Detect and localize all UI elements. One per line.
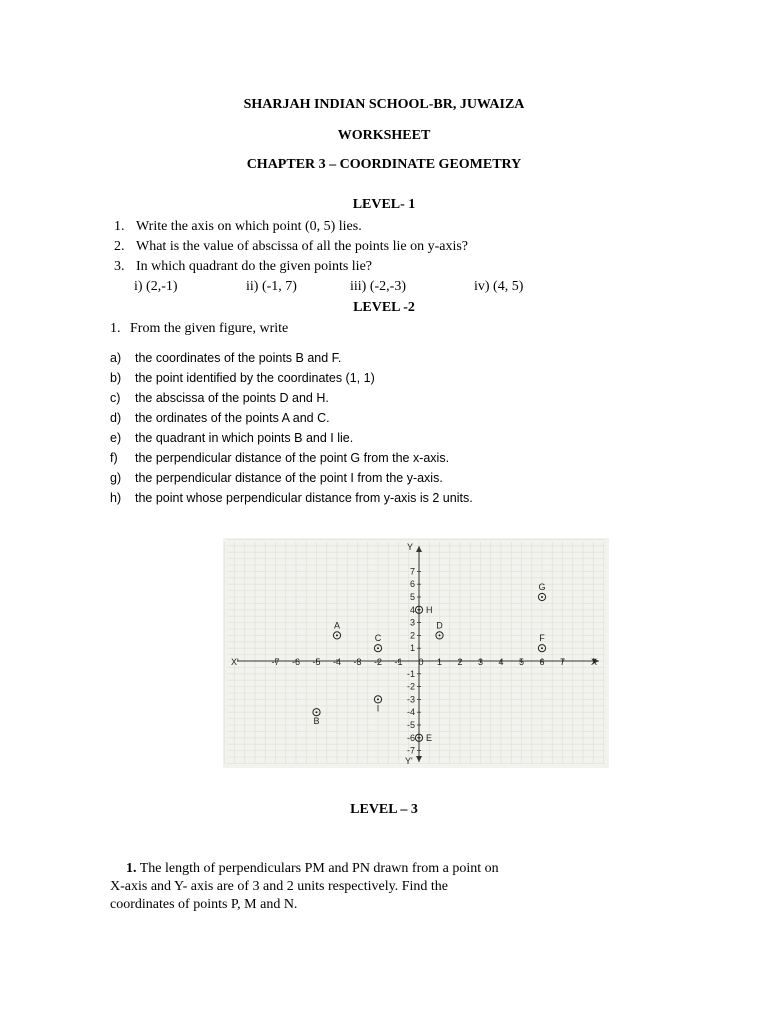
x-tick-label: -2 [373,657,383,667]
part-text: the perpendicular distance of the point G from the x-axis. [135,451,450,465]
x-tick-label: -4 [332,657,342,667]
question-text: From the given figure, write [130,321,289,336]
x-tick-label: -3 [353,657,362,667]
part-e [110,428,354,448]
y-tick-label: -7 [406,745,415,756]
y-tick-label: -6 [406,732,415,743]
part-a [110,348,342,368]
level1-option-1: i) (2,-1) [134,279,178,294]
question-number: 1. [114,219,125,234]
x-tick-label: -5 [312,657,321,667]
part-h [110,488,473,508]
point-b-dot [316,711,318,713]
point-h-dot [418,609,420,611]
x-tick-label: 4 [498,657,504,667]
y-axis-arrow [416,546,422,552]
level3-q1-line3: coordinates of points P, M and N. [110,897,298,912]
part-c [110,388,329,408]
point-f-label: F [539,633,545,644]
coordinate-graph [223,538,609,768]
level1-option-4: iv) (4, 5) [474,279,524,294]
x-tick-label: -6 [291,657,301,667]
point-d-label: D [436,620,443,631]
y-tick-label: -3 [406,694,415,705]
question-text: Write the axis on which point (0, 5) lies. [136,219,362,234]
part-f [110,448,450,468]
part-d [110,408,330,428]
point-g-dot [541,596,543,598]
point-i-dot [377,698,379,700]
x-axis-neg-label: X' [231,657,239,667]
point-d-dot [439,634,441,636]
y-tick-label: 6 [409,579,415,590]
point-a-dot [336,634,338,636]
part-text: the perpendicular distance of the point I from the y-axis. [135,471,443,485]
y-tick-label: 4 [409,604,415,615]
question-number: 1. [110,321,121,336]
level1-option-2: ii) (-1, 7) [246,279,297,294]
part-text: the quadrant in which points B and I lie. [135,431,354,445]
point-g-label: G [538,582,546,592]
part-label: d) [110,411,122,425]
y-axis-label: Y [407,542,414,552]
question-text: In which quadrant do the given points lie? [136,259,372,274]
point-b-label: B [313,716,320,727]
y-tick-label: -1 [406,668,415,679]
point-a-label: A [333,620,341,631]
question-number: 1. [126,861,137,876]
level1-q2 [114,238,469,256]
x-tick-label: 5 [518,657,525,667]
part-label: g) [110,471,122,485]
question-number: 3. [114,259,125,274]
level2-question [110,320,289,338]
y-tick-label: 2 [409,630,415,641]
y-tick-label: 5 [409,592,415,602]
coordinate-plane [223,538,609,768]
part-g [110,468,443,488]
point-e-label: E [426,732,433,743]
part-text: the point identified by the coordinates (1, 1) [135,371,375,385]
part-text: the coordinates of the points B and F. [135,351,342,365]
chapter-title: CHAPTER 3 – COORDINATE GEOMETRY [246,157,522,172]
question-number: 2. [114,239,125,254]
y-tick-label: 3 [409,617,415,628]
level3-q1-line2: X-axis and Y- axis are of 3 and 2 units respectively. Find the [110,879,448,894]
part-b [110,368,375,388]
part-label: a) [110,351,122,365]
point-e-dot [418,737,420,739]
y-axis-arrow-down [416,756,422,762]
part-text: the point whose perpendicular distance from y-axis is 2 units. [135,491,473,505]
x-tick-label: 0 [418,657,424,667]
part-label: b) [110,371,122,385]
x-tick-label: -1 [394,657,403,667]
x-tick-label: -7 [271,657,280,667]
y-tick-label: -5 [406,720,415,730]
y-tick-label: 1 [409,643,415,654]
point-h-label: H [426,604,433,615]
y-tick-label: 7 [409,566,415,577]
y-tick-label: -4 [406,707,415,718]
y-axis-neg-label: Y' [405,756,413,766]
x-axis-label: X [591,657,598,667]
x-tick-label: 6 [539,657,545,667]
level1-heading: LEVEL- 1 [352,197,416,212]
x-tick-label: 2 [457,657,463,667]
question-text: What is the value of abscissa of all the points lie on y-axis? [136,239,469,254]
y-tick-label: -2 [406,681,415,692]
x-tick-label: 1 [436,657,443,667]
level3-heading: LEVEL – 3 [350,802,418,817]
part-label: c) [110,391,121,405]
part-label: e) [110,431,122,445]
point-i-label: I [376,703,380,714]
school-name: SHARJAH INDIAN SCHOOL-BR, JUWAIZA [243,97,525,112]
level1-q3 [114,258,372,276]
level1-option-3: iii) (-2,-3) [350,279,406,294]
part-label: f) [110,451,118,465]
point-c-label: C [374,633,382,644]
x-tick-label: 3 [477,657,484,667]
part-label: h) [110,491,122,505]
part-text: the ordinates of the points A and C. [135,411,330,425]
level1-q1 [114,218,362,236]
level2-heading: LEVEL -2 [353,300,415,315]
point-f-dot [541,647,543,649]
question-text-line: The length of perpendiculars PM and PN drawn from a point on [139,861,499,876]
x-tick-label: 7 [559,657,566,667]
point-c-dot [377,647,379,649]
worksheet-title: WORKSHEET [337,128,431,143]
level2-parts [110,348,473,508]
level3-q1-line1 [126,860,499,878]
part-text: the abscissa of the points D and H. [135,391,329,405]
